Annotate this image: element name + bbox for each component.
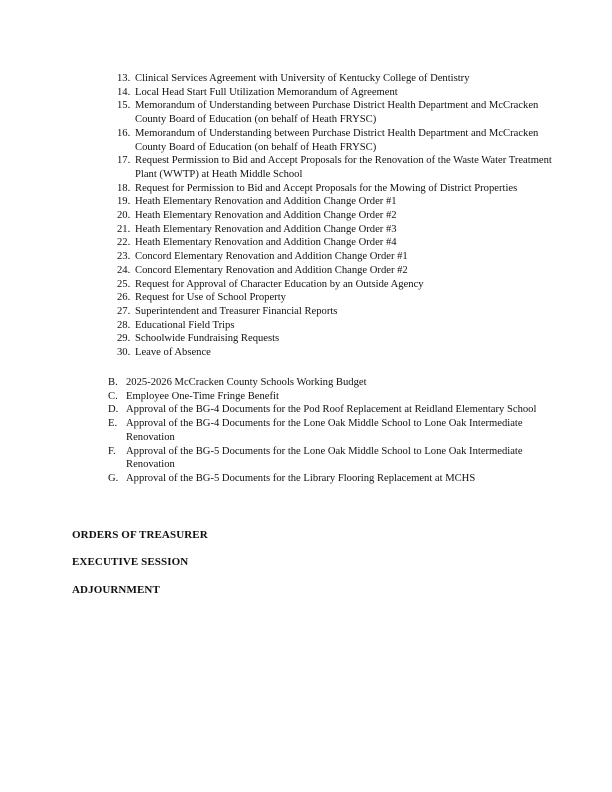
agenda-item-29 bbox=[117, 332, 557, 346]
heading-executive-session: EXECUTIVE SESSION bbox=[72, 556, 189, 568]
agenda-item-22 bbox=[117, 236, 557, 250]
item-letter: E. bbox=[108, 418, 118, 430]
numbered-agenda-list bbox=[117, 72, 557, 360]
agenda-item-28 bbox=[117, 319, 557, 333]
agenda-item-26 bbox=[117, 291, 557, 305]
item-text: Heath Elementary Renovation and Addition Change Order #4 bbox=[135, 237, 397, 249]
heading-adjournment: ADJOURNMENT bbox=[72, 584, 160, 596]
item-text: Approval of the BG-5 Documents for the Library Flooring Replacement at MCHS bbox=[126, 472, 476, 484]
item-number: 24. bbox=[117, 264, 131, 276]
item-text: Clinical Services Agreement with University of Kentucky College of Dentistry bbox=[135, 73, 470, 84]
agenda-item-25 bbox=[117, 278, 557, 292]
agenda-item-19 bbox=[117, 195, 557, 209]
item-number: 27. bbox=[117, 305, 131, 317]
item-text: Approval of the BG-4 Documents for the Lone Oak Middle School to Lone Oak Intermediate Renovation bbox=[126, 418, 523, 443]
agenda-item-15 bbox=[117, 99, 557, 126]
agenda-item-21 bbox=[117, 223, 557, 237]
item-letter: G. bbox=[108, 472, 119, 484]
item-text: Approval of the BG-5 Documents for the Lone Oak Middle School to Lone Oak Intermediate Renovation bbox=[126, 445, 523, 471]
item-number: 20. bbox=[117, 210, 131, 222]
item-number: 18. bbox=[117, 182, 131, 194]
item-text: Request for Permission to Bid and Accept Proposals for the Mowing of District Properties bbox=[135, 182, 518, 194]
item-text: 2025-2026 McCracken County Schools Working Budget bbox=[126, 377, 367, 388]
item-text: Memorandum of Understanding between Purchase District Health Department and McCracken County Board of Education (on behalf of Heath FRYSC) bbox=[135, 127, 539, 153]
item-text: Concord Elementary Renovation and Addition Change Order #1 bbox=[135, 251, 408, 263]
agenda-item-16 bbox=[117, 127, 557, 154]
agenda-item-e bbox=[108, 417, 568, 444]
item-number: 30. bbox=[117, 347, 131, 359]
item-number: 25. bbox=[117, 278, 131, 290]
item-text: Educational Field Trips bbox=[135, 319, 235, 331]
item-text: Heath Elementary Renovation and Addition Change Order #1 bbox=[135, 196, 397, 208]
item-number: 26. bbox=[117, 292, 131, 304]
agenda-item-d bbox=[108, 403, 568, 417]
agenda-item-13 bbox=[117, 72, 557, 86]
agenda-item-17 bbox=[117, 154, 557, 181]
agenda-item-b bbox=[108, 376, 568, 390]
item-text: Leave of Absence bbox=[135, 347, 211, 359]
item-text: Heath Elementary Renovation and Addition Change Order #3 bbox=[135, 223, 397, 235]
item-number: 19. bbox=[117, 196, 131, 208]
item-text: Local Head Start Full Utilization Memorandum of Agreement bbox=[135, 86, 398, 98]
item-number: 14. bbox=[117, 86, 131, 98]
item-letter: D. bbox=[108, 404, 119, 416]
agenda-item-f bbox=[108, 445, 568, 472]
item-number: 22. bbox=[117, 237, 131, 249]
item-text: Heath Elementary Renovation and Addition Change Order #2 bbox=[135, 210, 397, 222]
agenda-item-27 bbox=[117, 305, 557, 319]
item-letter: B. bbox=[108, 377, 118, 388]
item-number: 29. bbox=[117, 333, 131, 345]
item-text: Memorandum of Understanding between Purchase District Health Department and McCracken County Board of Education (on behalf of Heath FRYSC) bbox=[135, 100, 539, 126]
agenda-item-c bbox=[108, 390, 568, 404]
item-text: Request for Use of School Property bbox=[135, 292, 286, 304]
item-number: 13. bbox=[117, 73, 131, 84]
item-number: 17. bbox=[117, 155, 131, 167]
lettered-agenda-list bbox=[108, 376, 568, 486]
agenda-item-20 bbox=[117, 209, 557, 223]
agenda-item-14 bbox=[117, 86, 557, 100]
item-text: Approval of the BG-4 Documents for the Pod Roof Replacement at Reidland Elementary School bbox=[126, 404, 537, 416]
item-letter: C. bbox=[108, 390, 118, 402]
agenda-item-g bbox=[108, 472, 568, 486]
item-text: Concord Elementary Renovation and Addition Change Order #2 bbox=[135, 264, 408, 276]
item-number: 16. bbox=[117, 127, 131, 139]
item-number: 21. bbox=[117, 223, 131, 235]
item-number: 23. bbox=[117, 251, 131, 263]
item-text: Request for Approval of Character Education by an Outside Agency bbox=[135, 278, 424, 290]
item-number: 28. bbox=[117, 319, 131, 331]
heading-orders-of-treasurer: ORDERS OF TREASURER bbox=[72, 529, 208, 541]
item-letter: F. bbox=[108, 445, 116, 457]
item-text: Schoolwide Fundraising Requests bbox=[135, 333, 280, 345]
agenda-item-18 bbox=[117, 182, 557, 196]
agenda-item-24 bbox=[117, 264, 557, 278]
item-text: Superintendent and Treasurer Financial Reports bbox=[135, 305, 338, 317]
item-text: Request Permission to Bid and Accept Proposals for the Renovation of the Waste Water Treatment Plant (WWTP) at Heath Middle School bbox=[135, 155, 552, 180]
item-number: 15. bbox=[117, 100, 131, 112]
agenda-item-23 bbox=[117, 250, 557, 264]
agenda-item-30 bbox=[117, 346, 557, 360]
item-text: Employee One-Time Fringe Benefit bbox=[126, 390, 279, 402]
